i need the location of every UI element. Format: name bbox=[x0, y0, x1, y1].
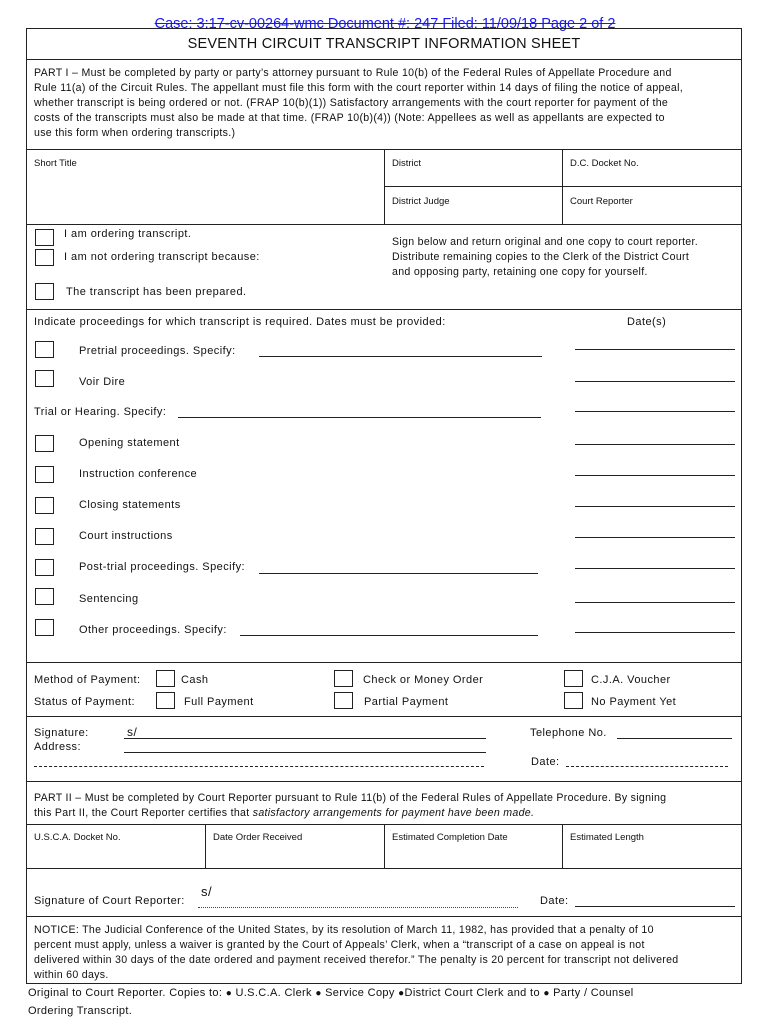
court-instructions-date-line[interactable] bbox=[575, 537, 735, 538]
distribution-line-2: Ordering Transcript. bbox=[28, 1005, 133, 1017]
no-payment-label: No Payment Yet bbox=[591, 696, 677, 708]
part2-intro bbox=[34, 791, 666, 821]
reporter-date-line[interactable] bbox=[575, 906, 735, 907]
closing-date-line[interactable] bbox=[575, 506, 735, 507]
bullet-icon: ● bbox=[543, 988, 550, 999]
post-trial-specify-line[interactable] bbox=[259, 573, 538, 574]
instruction-checkbox[interactable] bbox=[35, 466, 54, 483]
part1-intro-line: Rule 11(a) of the Circuit Rules. The appellant must file this form with the court reporter within 14 days of filing the notice of appeal, bbox=[34, 82, 683, 94]
method-payment-label: Method of Payment: bbox=[34, 674, 141, 686]
divider bbox=[26, 868, 742, 869]
signature-date-line[interactable] bbox=[566, 766, 728, 767]
usca-docket-label: U.S.C.A. Docket No. bbox=[34, 832, 121, 843]
opening-label: Opening statement bbox=[79, 437, 180, 449]
cash-checkbox[interactable] bbox=[156, 670, 175, 687]
district-label: District bbox=[392, 158, 422, 169]
divider bbox=[26, 916, 742, 917]
partial-payment-checkbox[interactable] bbox=[334, 692, 353, 709]
partial-payment-label: Partial Payment bbox=[364, 696, 449, 708]
part1-intro-line: whether transcript is being ordered or not. (FRAP 10(b)(1)) Satisfactory arrangements with the court reporter for payment of the bbox=[34, 97, 669, 109]
divider bbox=[26, 224, 742, 225]
pretrial-checkbox[interactable] bbox=[35, 341, 54, 358]
closing-checkbox[interactable] bbox=[35, 497, 54, 514]
divider bbox=[26, 309, 742, 310]
divider bbox=[205, 824, 206, 868]
no-payment-checkbox[interactable] bbox=[564, 692, 583, 709]
sentencing-label: Sentencing bbox=[79, 593, 139, 605]
date-order-label: Date Order Received bbox=[213, 832, 303, 843]
trial-specify-line[interactable] bbox=[178, 417, 541, 418]
signature-line[interactable] bbox=[124, 738, 486, 739]
case-header: Case: 3:17-cv-00264-wmc Document #: 247 Filed: 11/09/18 Page 2 of 2 bbox=[154, 16, 616, 32]
part2-intro-text: this Part II, the Court Reporter certifies that bbox=[34, 807, 253, 819]
divider bbox=[562, 824, 563, 868]
closing-label: Closing statements bbox=[79, 499, 181, 511]
prepared-label: The transcript has been prepared. bbox=[66, 286, 247, 298]
sentencing-date-line[interactable] bbox=[575, 602, 735, 603]
part1-intro-line: costs of the transcripts must also be made at that time. (FRAP 10(b)(4)) (Note: Appellees as well as appellants are expected to bbox=[34, 112, 665, 124]
district-judge-label: District Judge bbox=[392, 196, 450, 207]
est-length-label: Estimated Length bbox=[570, 832, 644, 843]
reporter-signature-prefix: s/ bbox=[201, 884, 213, 899]
cja-voucher-label: C.J.A. Voucher bbox=[591, 674, 671, 686]
penalty-notice bbox=[34, 923, 738, 983]
reporter-date-label: Date: bbox=[540, 895, 569, 907]
part1-intro-line: use this form when ordering transcripts.) bbox=[34, 127, 236, 139]
divider bbox=[384, 824, 385, 868]
other-date-line[interactable] bbox=[575, 632, 735, 633]
part2-intro-line bbox=[34, 806, 666, 821]
cash-label: Cash bbox=[181, 674, 209, 686]
part1-intro-line: PART I – Must be completed by party or party’s attorney pursuant to Rule 10(b) of the Federal Rules of Appellate Procedure and bbox=[34, 67, 672, 79]
est-completion-label: Estimated Completion Date bbox=[392, 832, 508, 843]
part2-intro-line: PART II – Must be completed by Court Reporter pursuant to Rule 11(b) of the Federal Rules of Appellate Procedure. By signing bbox=[34, 792, 667, 804]
divider bbox=[26, 716, 742, 717]
divider bbox=[562, 149, 563, 224]
telephone-line[interactable] bbox=[617, 738, 732, 739]
signature-date-label: Date: bbox=[531, 756, 560, 768]
copy-usca-clerk: U.S.C.A. Clerk bbox=[235, 987, 312, 999]
opening-date-line[interactable] bbox=[575, 444, 735, 445]
not-ordering-checkbox[interactable] bbox=[35, 249, 54, 266]
bullet-icon: ● bbox=[225, 988, 233, 999]
divider bbox=[26, 59, 742, 60]
sign-instruction-line: and opposing party, retaining one copy for yourself. bbox=[392, 266, 648, 278]
court-instructions-checkbox[interactable] bbox=[35, 528, 54, 545]
instruction-label: Instruction conference bbox=[79, 468, 198, 480]
check-money-order-checkbox[interactable] bbox=[334, 670, 353, 687]
voir-dire-label: Voir Dire bbox=[79, 376, 126, 388]
telephone-label: Telephone No. bbox=[530, 727, 607, 739]
not-ordering-label: I am not ordering transcript because: bbox=[64, 251, 260, 263]
address-line-1[interactable] bbox=[124, 752, 486, 753]
signature-label: Signature: bbox=[34, 727, 89, 739]
distribution-prefix: Original to Court Reporter. Copies to: bbox=[28, 987, 223, 999]
post-trial-checkbox[interactable] bbox=[35, 559, 54, 576]
reporter-signature-line[interactable] bbox=[198, 907, 518, 908]
status-payment-label: Status of Payment: bbox=[34, 696, 136, 708]
bullet-icon: ● bbox=[398, 988, 405, 999]
part1-intro bbox=[34, 66, 683, 141]
notice-line: delivered within 30 days of the date ordered and payment received therefor.” The penalty is 20 percent for transcript not delivered bbox=[34, 954, 679, 966]
address-line-2[interactable] bbox=[34, 766, 484, 767]
copy-service: Service Copy bbox=[325, 987, 395, 999]
divider bbox=[26, 662, 742, 663]
check-money-order-label: Check or Money Order bbox=[363, 674, 484, 686]
opening-checkbox[interactable] bbox=[35, 435, 54, 452]
proceedings-header: Indicate proceedings for which transcript is required. Dates must be provided: bbox=[34, 316, 446, 328]
distribution-line bbox=[28, 987, 634, 999]
dc-docket-label: D.C. Docket No. bbox=[570, 158, 639, 169]
prepared-checkbox[interactable] bbox=[35, 283, 54, 300]
voir-dire-checkbox[interactable] bbox=[35, 370, 54, 387]
pretrial-specify-line[interactable] bbox=[259, 356, 542, 357]
sign-instructions bbox=[392, 235, 698, 280]
bullet-icon: ● bbox=[315, 988, 322, 999]
pretrial-label: Pretrial proceedings. Specify: bbox=[79, 345, 236, 357]
other-checkbox[interactable] bbox=[35, 619, 54, 636]
sign-instruction-line: Sign below and return original and one copy to court reporter. bbox=[392, 236, 698, 248]
sign-instruction-line: Distribute remaining copies to the Clerk of the District Court bbox=[392, 251, 690, 263]
post-trial-label: Post-trial proceedings. Specify: bbox=[79, 561, 246, 573]
form-title: SEVENTH CIRCUIT TRANSCRIPT INFORMATION SHEET bbox=[187, 36, 581, 52]
trial-date-line[interactable] bbox=[575, 411, 735, 412]
voir-dire-date-line[interactable] bbox=[575, 381, 735, 382]
divider bbox=[26, 781, 742, 782]
divider bbox=[384, 186, 742, 187]
part2-intro-italic: satisfactory arrangements for payment have been made. bbox=[252, 807, 535, 819]
divider bbox=[384, 149, 385, 224]
court-instructions-label: Court instructions bbox=[79, 530, 173, 542]
ordering-label: I am ordering transcript. bbox=[64, 228, 192, 240]
pretrial-date-line[interactable] bbox=[575, 349, 735, 350]
cja-voucher-checkbox[interactable] bbox=[564, 670, 583, 687]
trial-label: Trial or Hearing. Specify: bbox=[34, 406, 167, 418]
short-title-label: Short Title bbox=[34, 158, 77, 169]
notice-line: within 60 days. bbox=[34, 969, 109, 981]
copy-party-counsel: Party / Counsel bbox=[553, 987, 634, 999]
court-reporter-label: Court Reporter bbox=[570, 196, 633, 207]
other-specify-line[interactable] bbox=[240, 635, 538, 636]
reporter-signature-label: Signature of Court Reporter: bbox=[34, 895, 185, 907]
ordering-checkbox[interactable] bbox=[35, 229, 54, 246]
instruction-date-line[interactable] bbox=[575, 475, 735, 476]
address-label: Address: bbox=[34, 741, 82, 753]
notice-line: NOTICE: The Judicial Conference of the United States, by its resolution of March 11, 1982, has provided that a penalty of 10 bbox=[34, 924, 654, 936]
notice-line: percent must apply, unless a waiver is granted by the Court of Appeals’ Clerk, when a “transcript of a case on appeal is not bbox=[34, 939, 645, 951]
other-label: Other proceedings. Specify: bbox=[79, 624, 227, 636]
full-payment-checkbox[interactable] bbox=[156, 692, 175, 709]
sentencing-checkbox[interactable] bbox=[35, 588, 54, 605]
copy-district-clerk: District Court Clerk and to bbox=[404, 987, 540, 999]
dates-label: Date(s) bbox=[627, 316, 667, 328]
full-payment-label: Full Payment bbox=[184, 696, 254, 708]
post-trial-date-line[interactable] bbox=[575, 568, 735, 569]
signature-prefix: s/ bbox=[127, 725, 138, 739]
